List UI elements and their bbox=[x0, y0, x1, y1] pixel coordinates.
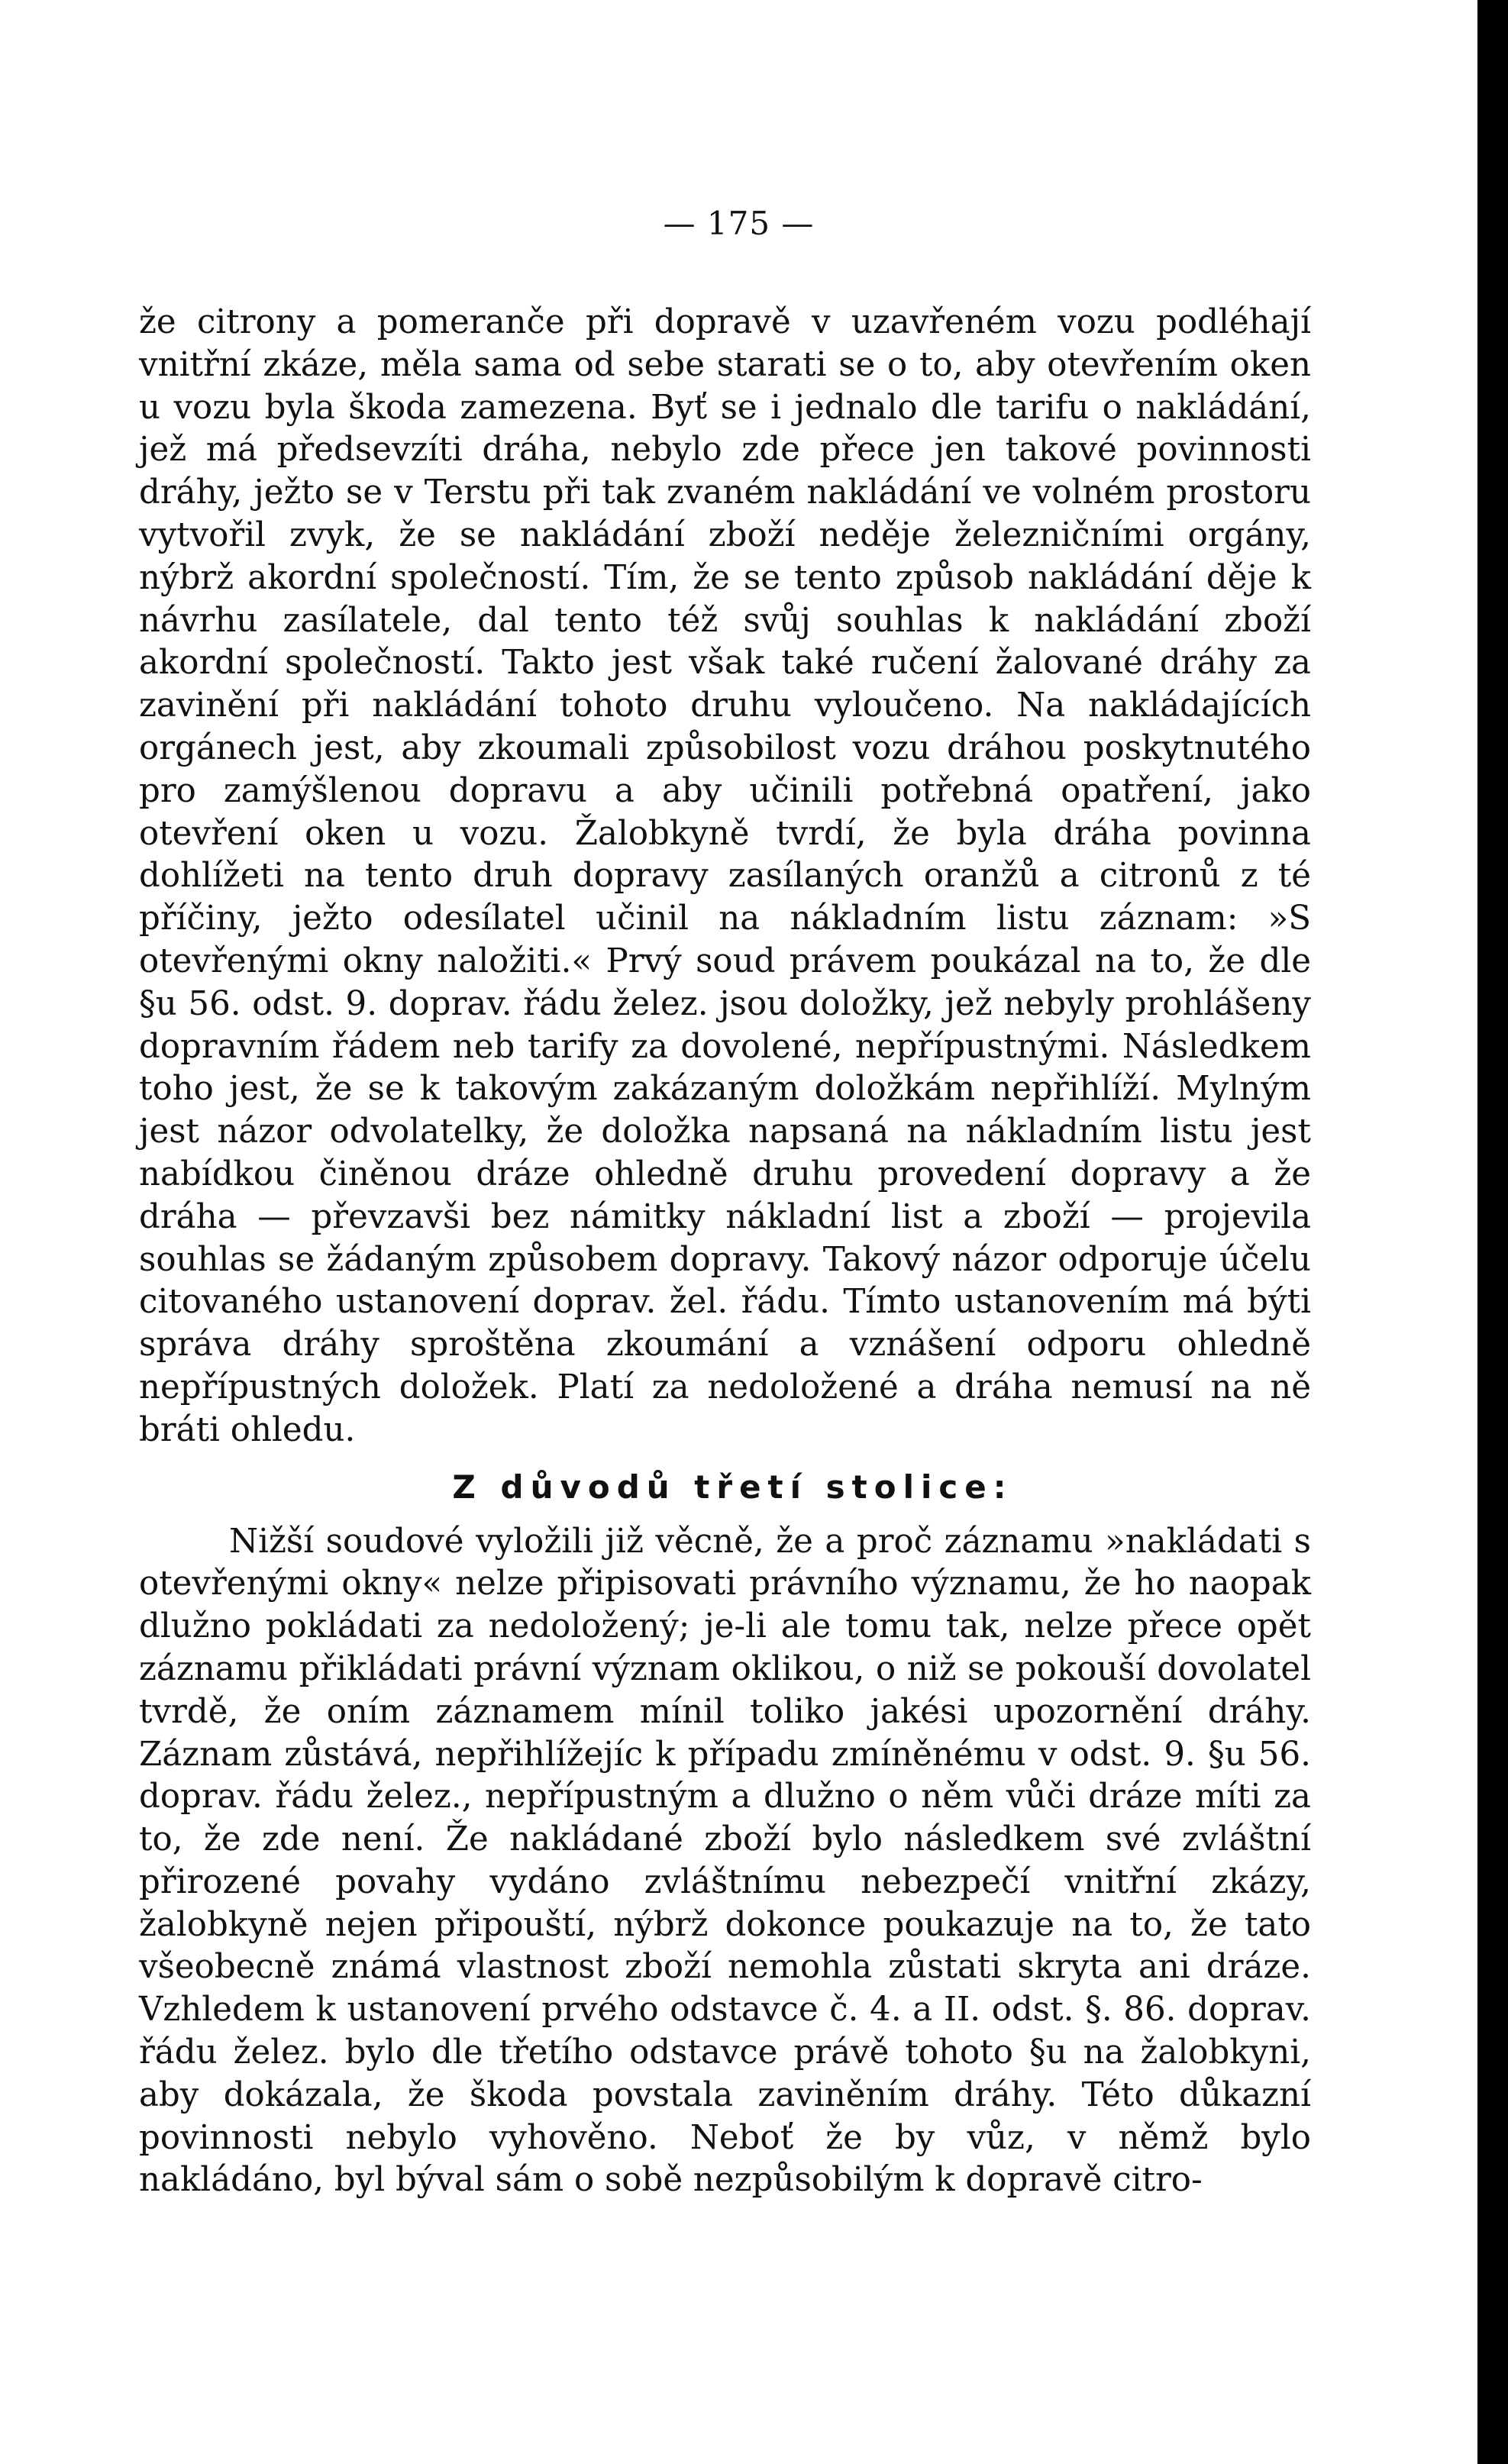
scan-border bbox=[1477, 0, 1508, 2464]
section-heading: Z důvodů třetí stolice: bbox=[452, 1468, 1013, 1506]
body-paragraph-continued: že citrony a pomeranče při dopravě v uzavřeném vozu podléhají vnitřní zkáze, měla sama od sebe starati se o to, aby otevřením oken u vozu byla škoda zamezena. Byť se i jednalo dle tarifu o nakládání, jež má předsevzíti dráha, nebylo zde přece jen takové povinnosti dráhy, ježto se v Terstu při tak zvaném nakládání ve volném prostoru vytvořil zvyk, že se nakládání zboží neděje železničními orgány, nýbrž akordní společností. Tím, že se tento způsob nakládání děje k návrhu zasílatele, dal tento též svůj souhlas k nakládání zboží akordní společností. Takto jest však také ručení žalované dráhy za zavinění při nakládání tohoto druhu vyloučeno. Na nakládajících orgánech jest, aby zkoumali způsobilost vozu dráhou poskytnutého pro zamýšlenou dopravu a aby učinili potřebná opatření, jako otevření oken u vozu. Žalobkyně tvrdí, že byla dráha povinna dohlížeti na tento druh dopravy zasílaných oranžů a citronů z té příčiny, ježto odesílatel učinil na nákladním listu záznam: »S otevřenými okny naložiti.« Prvý soud právem poukázal na to, že dle §u 56. odst. 9. doprav. řádu želez. jsou doložky, jež nebyly prohlášeny dopravním řádem neb tarify za dovolené, nepřípustnými. Následkem toho jest, že se k takovým zakázaným doložkám nepřihlíží. Mylným jest názor odvolatelky, že doložka napsaná na nákladním listu jest nabídkou činěnou dráze ohledně druhu provedení dopravy a že dráha — převzavši bez námitky nákladní list a zboží — projevila souhlas se žádaným způsobem dopravy. Takový názor odporuje účelu citovaného ustanovení doprav. žel. řádu. Tímto ustanovením má býti správa dráhy sproštěna zkoumání a vznášení odporu ohledně nepřípustných doložek. Platí za nedoložené a dráha nemusí na ně bráti ohledu. bbox=[139, 303, 1311, 1449]
text-column bbox=[139, 302, 1311, 2202]
body-paragraph: Nižší soudové vyložili již věcně, že a proč záznamu »nakládati s otevřenými okny« nelze připisovati právního významu, že ho naopak dlužno pokládati za nedoložený; je-li ale tomu tak, nelze přece opět záznamu přikládati právní význam oklikou, o niž se pokouší dovolatel tvrdě, že oním záznamem mínil toliko jakési upozornění dráhy. Záznam zůstává, nepřihlížejíc k případu zmíněnému v odst. 9. §u 56. doprav. řádu želez., nepřípustným a dlužno o něm vůči dráze míti za to, že zde není. Že nakládané zboží bylo následkem své zvláštní přirozené povahy vydáno zvláštnímu nebezpečí vnitřní zkázy, žalobkyně nejen připouští, nýbrž dokonce poukazuje na to, že tato všeobecně známá vlastnost zboží nemohla zůstati skryta ani dráze. Vzhledem k ustanovení prvého odstavce č. 4. a II. odst. §. 86. doprav. řádu želez. bylo dle třetího odstavce právě tohoto §u na žalobkyni, aby dokázala, že škoda povstala zaviněním dráhy. Této důkazní povinnosti nebylo vyhověno. Neboť že by vůz, v němž bylo nakládáno, byl býval sám o sobě nezpůsobilým k dopravě citro- bbox=[139, 1522, 1311, 2200]
page-number: — 175 — bbox=[663, 205, 815, 242]
